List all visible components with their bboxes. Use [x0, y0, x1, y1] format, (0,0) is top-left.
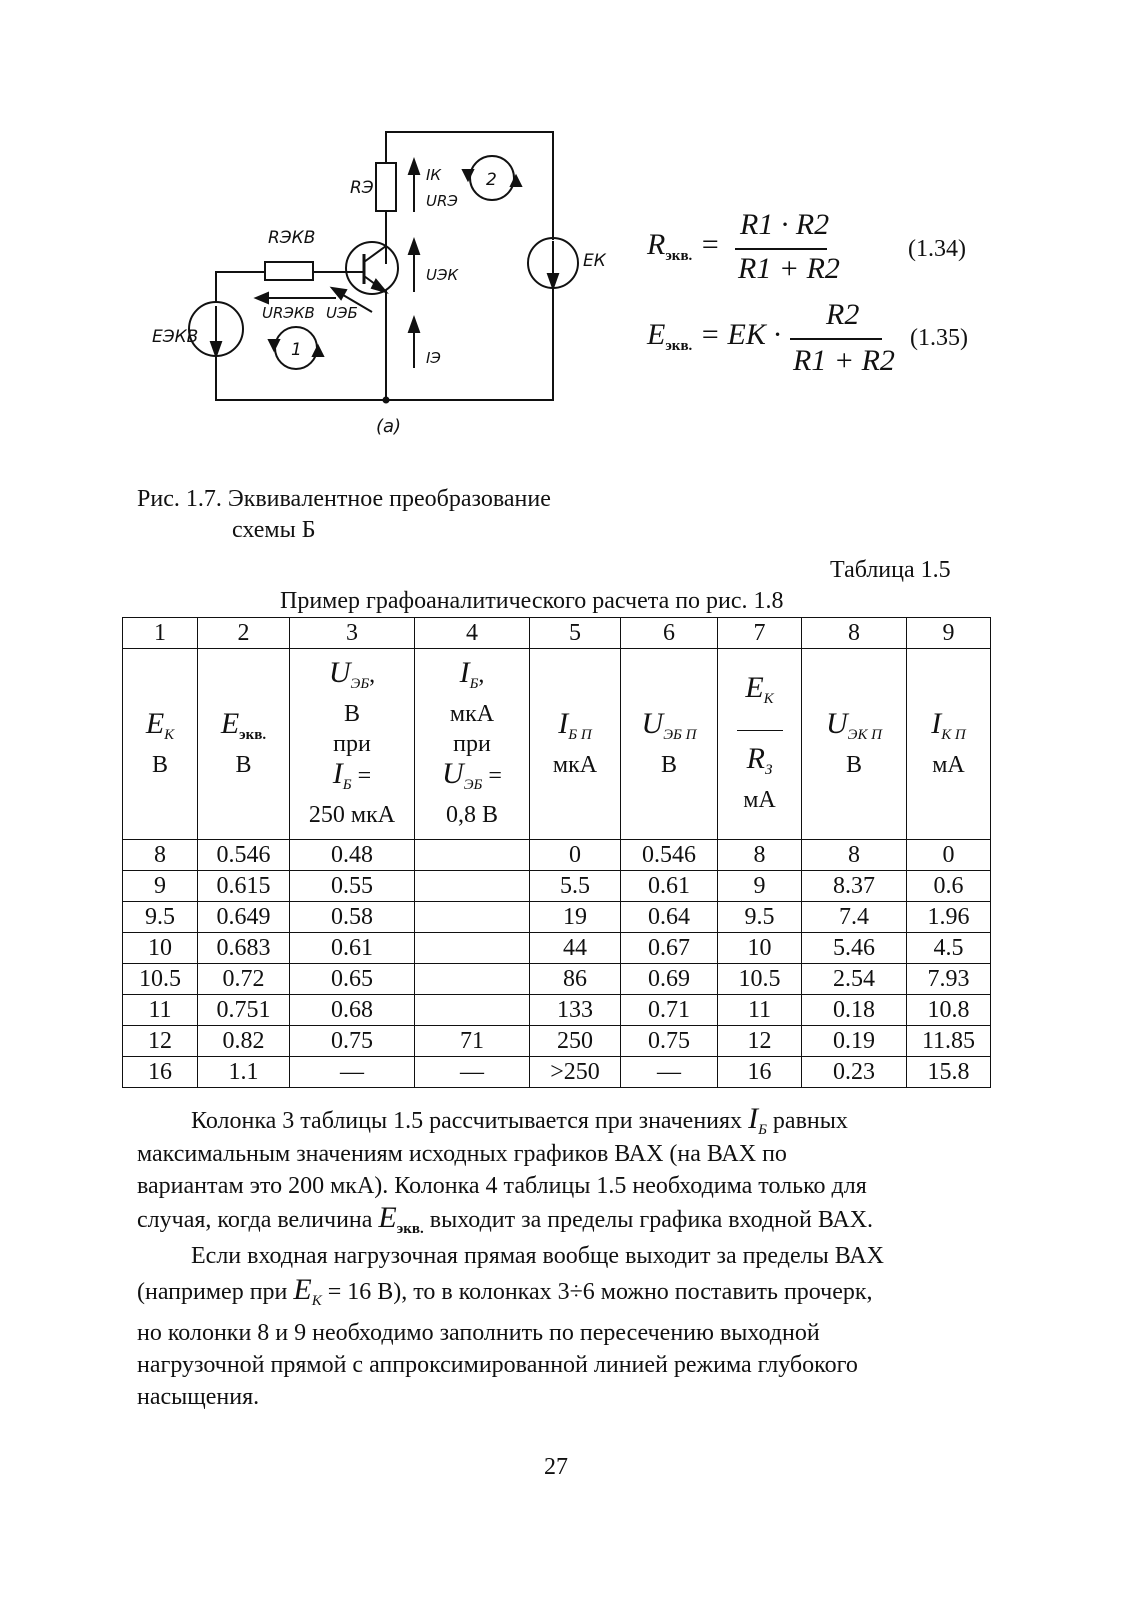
table-cell: 7.93 — [907, 964, 991, 995]
table-cell — [415, 871, 530, 902]
table-cell: — — [415, 1057, 530, 1088]
col-number: 2 — [198, 618, 290, 649]
table-cell: 10.5 — [123, 964, 198, 995]
table-cell: 9.5 — [123, 902, 198, 933]
label-loop-1: 1 — [291, 340, 302, 360]
table-cell: 9.5 — [718, 902, 802, 933]
table-cell: 0.75 — [290, 1026, 415, 1057]
table-cell: 0.61 — [290, 933, 415, 964]
header-i-kp: $I_{К П}$ мА — [907, 649, 991, 840]
table-cell: 1.1 — [198, 1057, 290, 1088]
data-table — [122, 617, 991, 1088]
label-u-ek: UЭК — [426, 266, 459, 284]
table-row — [123, 840, 991, 871]
table-cell: 11.85 — [907, 1026, 991, 1057]
table-cell: 9 — [123, 871, 198, 902]
table-row — [123, 995, 991, 1026]
table-cell: 0.61 — [621, 871, 718, 902]
table-label: Таблица 1.5 — [830, 557, 951, 583]
label-r-ekv: RЭКВ — [268, 228, 316, 248]
table-title: Пример графоаналитического расчета по рис. 1.8 — [280, 588, 784, 614]
table-cell: 0.546 — [621, 840, 718, 871]
table-cell: 7.4 — [802, 902, 907, 933]
table-cell: 44 — [530, 933, 621, 964]
paragraph-2-cont: (например при $E_К = 16$ В), то в колонках 3÷6 можно поставить прочерк, но колонки 8 и 9 необходимо заполнить по пересечению выходной нагрузочной прямой с аппроксимированной линией режима глубокого насыщения. — [137, 1273, 873, 1410]
table-cell: 4.5 — [907, 933, 991, 964]
table-cell: 11 — [123, 995, 198, 1026]
label-i-e: IЭ — [426, 349, 441, 367]
table-cell: 1.96 — [907, 902, 991, 933]
table-cell: 10.8 — [907, 995, 991, 1026]
table-cell: 0.71 — [621, 995, 718, 1026]
table-cell: 0.69 — [621, 964, 718, 995]
figure-caption-line2: схемы Б — [232, 517, 316, 543]
table-cell: 0.48 — [290, 840, 415, 871]
table-cell: 0.67 — [621, 933, 718, 964]
header-u-ebp: $U_{ЭБ П}$ В — [621, 649, 718, 840]
table-cell: 12 — [718, 1026, 802, 1057]
table-cell: 0.19 — [802, 1026, 907, 1057]
table-cell: 11 — [718, 995, 802, 1026]
table-cell: 10 — [123, 933, 198, 964]
table-cell: 0.683 — [198, 933, 290, 964]
table-row — [123, 871, 991, 902]
table-cell: 0.82 — [198, 1026, 290, 1057]
paragraph-1: Колонка 3 таблицы 1.5 рассчитывается при значениях $I_Б$ равных — [191, 1102, 848, 1138]
table-cell: 8 — [802, 840, 907, 871]
table-cell — [415, 964, 530, 995]
table-cell: 0 — [907, 840, 991, 871]
table-cell: 16 — [718, 1057, 802, 1088]
table-cell: 16 — [123, 1057, 198, 1088]
table-cell: 0.65 — [290, 964, 415, 995]
table-cell — [415, 840, 530, 871]
col-number: 6 — [621, 618, 718, 649]
col-number: 1 — [123, 618, 198, 649]
header-row — [123, 649, 991, 840]
label-e-k: EК — [583, 251, 606, 271]
col-number: 3 — [290, 618, 415, 649]
table-cell: 0.58 — [290, 902, 415, 933]
paragraph-2: Если входная нагрузочная прямая вообще выходит за пределы ВАХ — [191, 1243, 884, 1269]
table-cell: 0.6 — [907, 871, 991, 902]
table-cell: >250 — [530, 1057, 621, 1088]
table-cell: 5.5 — [530, 871, 621, 902]
figure-caption: Рис. 1.7. Эквивалентное преобразование — [137, 486, 551, 512]
label-u-eb: UЭБ — [326, 304, 358, 322]
table-cell: 0.68 — [290, 995, 415, 1026]
label-subfigure-a: (а) — [376, 416, 402, 437]
table-cell: 9 — [718, 871, 802, 902]
page-number: 27 — [544, 1454, 568, 1480]
table-cell: 19 — [530, 902, 621, 933]
header-e-ekv: $E_{экв.}$ В — [198, 649, 290, 840]
col-number: 5 — [530, 618, 621, 649]
table-row — [123, 902, 991, 933]
table-cell: 0.23 — [802, 1057, 907, 1088]
table-cell: 0.751 — [198, 995, 290, 1026]
header-i-b: $I_Б$, мкА при $U_{ЭБ}$ = 0,8 В — [415, 649, 530, 840]
table-cell — [415, 933, 530, 964]
table-row — [123, 1026, 991, 1057]
table-cell: 71 — [415, 1026, 530, 1057]
table-cell: 10 — [718, 933, 802, 964]
label-i-k: IК — [426, 166, 442, 184]
header-u-eb: $U_{ЭБ}$, В при $I_Б$ = 250 мкА — [290, 649, 415, 840]
table-cell: — — [290, 1057, 415, 1088]
transistor-symbol — [346, 242, 398, 294]
table-cell: 8 — [123, 840, 198, 871]
table-cell: 0.546 — [198, 840, 290, 871]
table-cell — [415, 995, 530, 1026]
column-number-row — [123, 618, 991, 649]
label-e-ekv: EЭКВ — [152, 327, 199, 347]
header-ek: $E_К$ В — [123, 649, 198, 840]
table-cell: 0 — [530, 840, 621, 871]
label-loop-2: 2 — [486, 170, 497, 190]
table-cell: 0.18 — [802, 995, 907, 1026]
col-number: 4 — [415, 618, 530, 649]
table-cell — [415, 902, 530, 933]
table-cell: 0.55 — [290, 871, 415, 902]
table-cell: 0.64 — [621, 902, 718, 933]
label-r-e: RЭ — [350, 178, 374, 198]
table-cell: 86 — [530, 964, 621, 995]
label-u-r-ekv: URЭКВ — [262, 304, 315, 322]
table-cell: 8 — [718, 840, 802, 871]
table-cell: 15.8 — [907, 1057, 991, 1088]
table-row — [123, 1057, 991, 1088]
table-cell: 10.5 — [718, 964, 802, 995]
paragraph-1-cont: максимальным значениям исходных графиков ВАХ (на ВАХ по вариантам это 200 мкА). Колонка 4 таблицы 1.5 необходима только для случая, когда величина $E_{экв.}$ выходит за пределы графика входной ВАХ. — [137, 1141, 874, 1237]
header-i-bp: $I_{Б П}$ мкА — [530, 649, 621, 840]
table-cell: 0.72 — [198, 964, 290, 995]
table-cell: 8.37 — [802, 871, 907, 902]
table-cell: 2.54 — [802, 964, 907, 995]
col-number: 8 — [802, 618, 907, 649]
circuit-diagram — [0, 0, 620, 440]
table-cell: 133 — [530, 995, 621, 1026]
header-ek-over-re: $E_К$ $R_З$ мА — [718, 649, 802, 840]
col-number: 9 — [907, 618, 991, 649]
source-e-k — [528, 238, 578, 288]
header-u-ekp: $U_{ЭК П}$ В — [802, 649, 907, 840]
table-cell: 5.46 — [802, 933, 907, 964]
resistor-r-ekv — [265, 262, 313, 280]
table-row — [123, 933, 991, 964]
table-cell: 0.649 — [198, 902, 290, 933]
col-number: 7 — [718, 618, 802, 649]
resistor-re — [376, 163, 396, 211]
table-cell: 0.75 — [621, 1026, 718, 1057]
table-cell: 0.615 — [198, 871, 290, 902]
table-cell: 12 — [123, 1026, 198, 1057]
table-cell: — — [621, 1057, 718, 1088]
table-row — [123, 964, 991, 995]
label-u-re: URЭ — [426, 192, 458, 210]
table-cell: 250 — [530, 1026, 621, 1057]
